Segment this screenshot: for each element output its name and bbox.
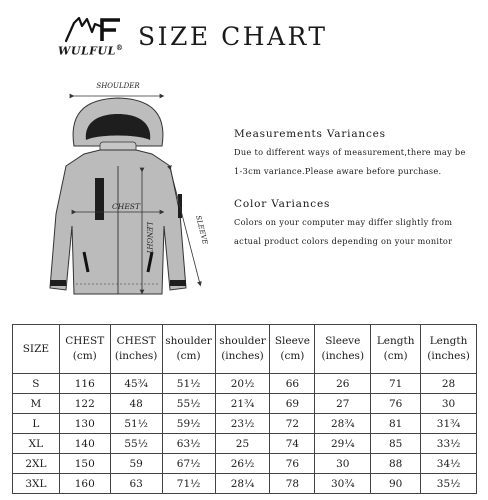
color-line: actual product colors depending on your monitor	[234, 236, 453, 246]
table-cell: 63	[110, 474, 162, 494]
table-cell: 67½	[162, 454, 215, 474]
table-row	[13, 474, 477, 494]
left-cuff	[50, 280, 66, 286]
table-cell: 30¾	[315, 474, 371, 494]
size-cell: XL	[13, 434, 60, 454]
table-cell: 76	[270, 454, 315, 474]
table-cell: 55½	[162, 394, 215, 414]
table-cell: 27	[315, 394, 371, 414]
table-cell: 59	[110, 454, 162, 474]
header-size: SIZE	[13, 325, 60, 374]
table-cell: 76	[371, 394, 421, 414]
shoulder-label: SHOULDER	[96, 82, 140, 90]
brand-logo	[58, 14, 128, 58]
header-length-cm: Length (cm)	[371, 325, 421, 374]
brand-name: WULFUL	[58, 44, 116, 58]
table-cell: 81	[371, 414, 421, 434]
length-label: LENGHT	[145, 222, 153, 255]
measurements-line: Due to different ways of measurement,there may be	[234, 147, 466, 157]
header-shoulder-cm: shoulder (cm)	[162, 325, 215, 374]
table-cell: 150	[59, 454, 110, 474]
table-cell: 20½	[215, 374, 270, 394]
table-cell: 30	[421, 394, 477, 414]
size-chart-table	[12, 324, 477, 494]
right-cuff	[170, 280, 186, 286]
color-title: Color Variances	[234, 198, 331, 210]
table-cell: 90	[371, 474, 421, 494]
table-cell: 21¾	[215, 394, 270, 414]
sleeve-label: SLEEVE	[194, 214, 210, 246]
header-chest-cm: CHEST (cm)	[59, 325, 110, 374]
table-cell: 78	[270, 474, 315, 494]
table-cell: 66	[270, 374, 315, 394]
table-cell: 55½	[110, 434, 162, 454]
table-cell: 30	[315, 454, 371, 474]
table-row	[13, 374, 477, 394]
table-row	[13, 434, 477, 454]
measurements-variances	[234, 128, 484, 181]
size-cell: L	[13, 414, 60, 434]
table-cell: 130	[59, 414, 110, 434]
table-cell: 25	[215, 434, 270, 454]
table-cell: 31¾	[421, 414, 477, 434]
registered-mark: ®	[115, 43, 124, 52]
table-cell: 140	[59, 434, 110, 454]
header-chest-inches: CHEST (inches)	[110, 325, 162, 374]
table-cell: 72	[270, 414, 315, 434]
table-row	[13, 394, 477, 414]
size-cell: 2XL	[13, 454, 60, 474]
table-cell: 26	[315, 374, 371, 394]
table-row	[13, 454, 477, 474]
table-cell: 33½	[421, 434, 477, 454]
table-cell: 26½	[215, 454, 270, 474]
size-cell: 3XL	[13, 474, 60, 494]
table-cell: 74	[270, 434, 315, 454]
table-cell: 59½	[162, 414, 215, 434]
table-cell: 34½	[421, 454, 477, 474]
table-cell: 122	[59, 394, 110, 414]
table-header-row	[13, 325, 477, 374]
jacket-diagram	[14, 74, 224, 312]
header-length-inches: Length (inches)	[421, 325, 477, 374]
chest-label: CHEST	[112, 202, 140, 211]
table-cell: 48	[110, 394, 162, 414]
measurements-title: Measurements Variances	[234, 128, 386, 140]
page-title: SIZE CHART	[138, 22, 328, 51]
table-cell: 29¼	[315, 434, 371, 454]
table-cell: 45¾	[110, 374, 162, 394]
table-cell: 63½	[162, 434, 215, 454]
wolf-logo-icon	[64, 14, 124, 44]
table-cell: 88	[371, 454, 421, 474]
header-shoulder-inches: shoulder (inches)	[215, 325, 270, 374]
table-cell: 160	[59, 474, 110, 494]
header-sleeve-cm: Sleeve (cm)	[270, 325, 315, 374]
size-cell: S	[13, 374, 60, 394]
measurements-line: 1-3cm variance.Please aware before purchase.	[234, 166, 442, 176]
color-line: Colors on your computer may differ slightly from	[234, 217, 453, 227]
header-sleeve-inches: Sleeve (inches)	[315, 325, 371, 374]
table-row	[13, 414, 477, 434]
color-variances	[234, 198, 484, 251]
size-cell: M	[13, 394, 60, 414]
table-cell: 28¼	[215, 474, 270, 494]
table-cell: 116	[59, 374, 110, 394]
table-cell: 51½	[162, 374, 215, 394]
table-cell: 71½	[162, 474, 215, 494]
table-cell: 69	[270, 394, 315, 414]
table-cell: 28	[421, 374, 477, 394]
table-cell: 28¾	[315, 414, 371, 434]
table-cell: 35½	[421, 474, 477, 494]
chest-pocket	[95, 178, 104, 220]
table-cell: 85	[371, 434, 421, 454]
table-cell: 71	[371, 374, 421, 394]
table-cell: 51½	[110, 414, 162, 434]
table-cell: 23½	[215, 414, 270, 434]
